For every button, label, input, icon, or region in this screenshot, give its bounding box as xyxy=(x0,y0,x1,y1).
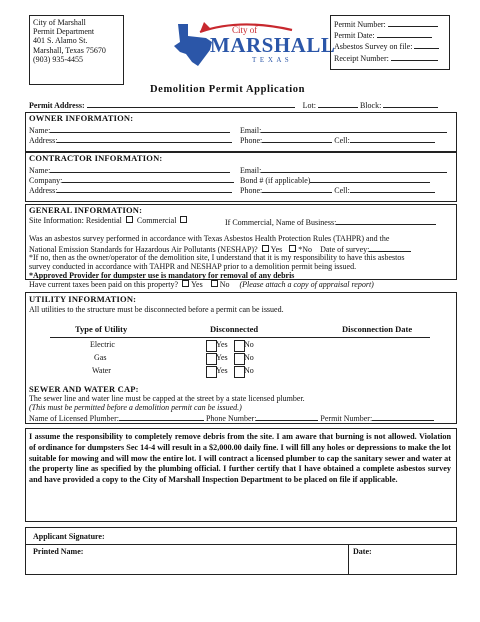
owner-name-label: Name: xyxy=(29,126,51,135)
utility-type: Gas xyxy=(94,353,107,362)
permit-number-label: Permit Number: xyxy=(334,20,386,29)
electric-yes-label: Yes xyxy=(216,340,228,349)
plumber-name-label: Name of Licensed Plumber: xyxy=(29,414,119,423)
owner-name-field[interactable] xyxy=(50,124,230,133)
asbestos-yes-checkbox[interactable] xyxy=(262,245,269,252)
receipt-number-field[interactable] xyxy=(391,52,438,61)
contractor-email-label: Email: xyxy=(240,166,262,175)
contractor-name-label: Name: xyxy=(29,166,51,175)
contractor-cell-label: Cell: xyxy=(334,186,350,195)
plumber-phone-field[interactable] xyxy=(256,412,318,421)
date-of-survey-label: Date of survey: xyxy=(320,245,370,254)
block-field[interactable] xyxy=(383,99,438,108)
contractor-address-label: Address: xyxy=(29,186,58,195)
taxes-yes-label: Yes xyxy=(191,280,203,289)
owner-cell-label: Cell: xyxy=(334,136,350,145)
asbestos-no-checkbox[interactable] xyxy=(289,245,296,252)
dept-line: (903) 935-4455 xyxy=(33,54,83,64)
printed-name-field[interactable] xyxy=(95,546,343,570)
permit-address-label: Permit Address: xyxy=(29,101,85,110)
water-no-label: No xyxy=(244,366,254,375)
date-of-survey-field[interactable] xyxy=(369,243,411,252)
gas-yes-label: Yes xyxy=(216,353,228,362)
receipt-number-label: Receipt Number: xyxy=(334,53,389,63)
col-header-date: Disconnection Date xyxy=(342,324,413,334)
dept-line: Marshall, Texas 75670 xyxy=(33,45,106,55)
dumpster-note: *Approved Provider for dumpster use is mandatory for removal of any debris xyxy=(29,271,295,280)
taxes-question: Have current taxes been paid on this property? xyxy=(29,280,179,289)
commercial-checkbox[interactable] xyxy=(180,216,187,223)
logo-marshall: MARSHALL xyxy=(210,33,336,57)
contractor-company-field[interactable] xyxy=(62,174,234,183)
table-header-divider xyxy=(50,337,430,338)
block-label: Block: xyxy=(359,101,382,110)
lot-field[interactable] xyxy=(318,99,358,108)
table-row xyxy=(50,340,430,352)
residential-checkbox[interactable] xyxy=(126,216,133,223)
contractor-bond-label: Bond # (if applicable) xyxy=(240,176,311,185)
sewer-title: SEWER AND WATER CAP: xyxy=(29,384,139,394)
table-row xyxy=(50,353,430,365)
printed-name-label: Printed Name: xyxy=(33,547,84,556)
general-title: GENERAL INFORMATION: xyxy=(29,205,143,215)
site-info-label: Site Information: Residential xyxy=(29,216,122,225)
asbestos-question-line1: Was an asbestos survey performed in accordance with Texas Asbestos Health Protection Rules (TAHPR) and the xyxy=(29,234,390,243)
sewer-line1: The sewer line and water line must be capped at the street by a state licensed plumber. xyxy=(29,394,305,403)
business-name-label: If Commercial, Name of Business: xyxy=(225,218,337,227)
contractor-company-label: Company: xyxy=(29,176,63,185)
owner-email-label: Email: xyxy=(240,126,262,135)
plumber-phone-label: Phone Number: xyxy=(205,414,257,423)
asbestos-on-file-field[interactable] xyxy=(414,40,439,49)
electric-no-label: No xyxy=(244,340,254,349)
asbestos-question-line2: National Emission Standards for Hazardous Air Pollutants (NESHAP)? xyxy=(29,245,258,254)
utility-title: UTILITY INFORMATION: xyxy=(29,294,137,304)
asbestos-on-file-label: Asbestos Survey on file: xyxy=(334,42,413,52)
plumber-permit-field[interactable] xyxy=(372,412,434,421)
contractor-phone-label: Phone: xyxy=(240,186,263,195)
lot-label: Lot: xyxy=(302,101,316,110)
owner-phone-label: Phone: xyxy=(240,136,263,145)
utility-subtitle: All utilities to the structure must be disconnected before a permit can be issued. xyxy=(29,305,284,314)
owner-title: OWNER INFORMATION: xyxy=(29,113,134,123)
contractor-name-field[interactable] xyxy=(50,164,230,173)
utility-type: Electric xyxy=(90,340,115,349)
commercial-label: Commercial xyxy=(136,216,177,225)
taxes-no-checkbox[interactable] xyxy=(211,280,218,287)
permit-number-field[interactable] xyxy=(388,18,438,27)
date-label: Date: xyxy=(353,547,372,556)
table-row xyxy=(50,366,430,378)
department-address-box xyxy=(29,15,124,85)
address-row xyxy=(29,99,438,110)
form-title: Demolition Permit Application xyxy=(150,84,306,95)
applicant-signature-label: Applicant Signature: xyxy=(33,532,105,541)
owner-email-field[interactable] xyxy=(261,124,447,133)
city-logo xyxy=(170,18,336,78)
owner-note-line2: survey conducted in accordance with TAHPR and NESHAP prior to a demolition permit being issued. xyxy=(29,262,357,271)
date-field[interactable] xyxy=(378,546,452,570)
contractor-cell-field[interactable] xyxy=(350,184,435,193)
business-name-field[interactable] xyxy=(336,216,436,225)
date-divider xyxy=(348,544,349,574)
permit-address-field[interactable] xyxy=(87,99,295,108)
sewer-note: (This must be permitted before a demolition permit can be issued.) xyxy=(29,403,242,412)
asbestos-yes-label: Yes xyxy=(270,245,283,254)
contractor-address-field[interactable] xyxy=(57,184,232,193)
permit-date-label: Permit Date: xyxy=(334,31,375,41)
plumber-permit-label: Permit Number: xyxy=(320,414,373,423)
permit-info-box xyxy=(330,15,450,70)
owner-phone-field[interactable] xyxy=(262,134,332,143)
dept-line: City of Marshall xyxy=(33,18,86,27)
owner-note-line1: *If no, then as the owner/operator of the demolition site, I understand that it is my responsibility to have this asbestos xyxy=(29,253,405,262)
appraisal-note: (Please attach a copy of appraisal report) xyxy=(239,280,374,289)
contractor-email-field[interactable] xyxy=(261,164,447,173)
utility-table xyxy=(50,318,430,388)
owner-cell-field[interactable] xyxy=(350,134,435,143)
col-header-type: Type of Utility xyxy=(75,324,128,334)
dept-line: 401 S. Alamo St. xyxy=(33,36,88,46)
contractor-title: CONTRACTOR INFORMATION: xyxy=(29,153,163,163)
asbestos-no-label: *No xyxy=(298,245,313,254)
taxes-yes-checkbox[interactable] xyxy=(182,280,189,287)
logo-texas: T E X A S xyxy=(252,56,290,64)
gas-no-label: No xyxy=(244,353,254,362)
taxes-no-label: No xyxy=(219,280,230,289)
owner-address-label: Address: xyxy=(29,136,58,145)
logo-city-of: City of xyxy=(232,25,258,35)
water-yes-label: Yes xyxy=(216,366,228,375)
signature-divider xyxy=(25,544,457,545)
permit-date-field[interactable] xyxy=(377,29,432,38)
col-header-disconnected: Disconnected xyxy=(210,324,259,334)
applicant-signature-field[interactable] xyxy=(105,530,445,542)
utility-type: Water xyxy=(92,366,111,375)
plumber-name-field[interactable] xyxy=(119,412,204,421)
contractor-bond-field[interactable] xyxy=(310,174,430,183)
dept-line: Permit Department xyxy=(33,27,95,37)
owner-address-field[interactable] xyxy=(57,134,232,143)
responsibility-statement: I assume the responsibility to completely remove debris from the site. I am aware that burning is not allowed. Violation of ordinance for dumpsters Sec 14-4 will result in a $2,000.00 daily fine. I will fill any holes or depressions to make the lot suitable for mowing and will mow the entire lot. I will contract a licensed plumber to cap the sanitary sewer and water at the property line as specified by the plumbing official. I further certify that I have obtained a complete asbestos survey and have provided a copy to the City of Marshall Inspection Department to be placed on file if applicable. xyxy=(29,432,451,485)
contractor-phone-field[interactable] xyxy=(262,184,332,193)
